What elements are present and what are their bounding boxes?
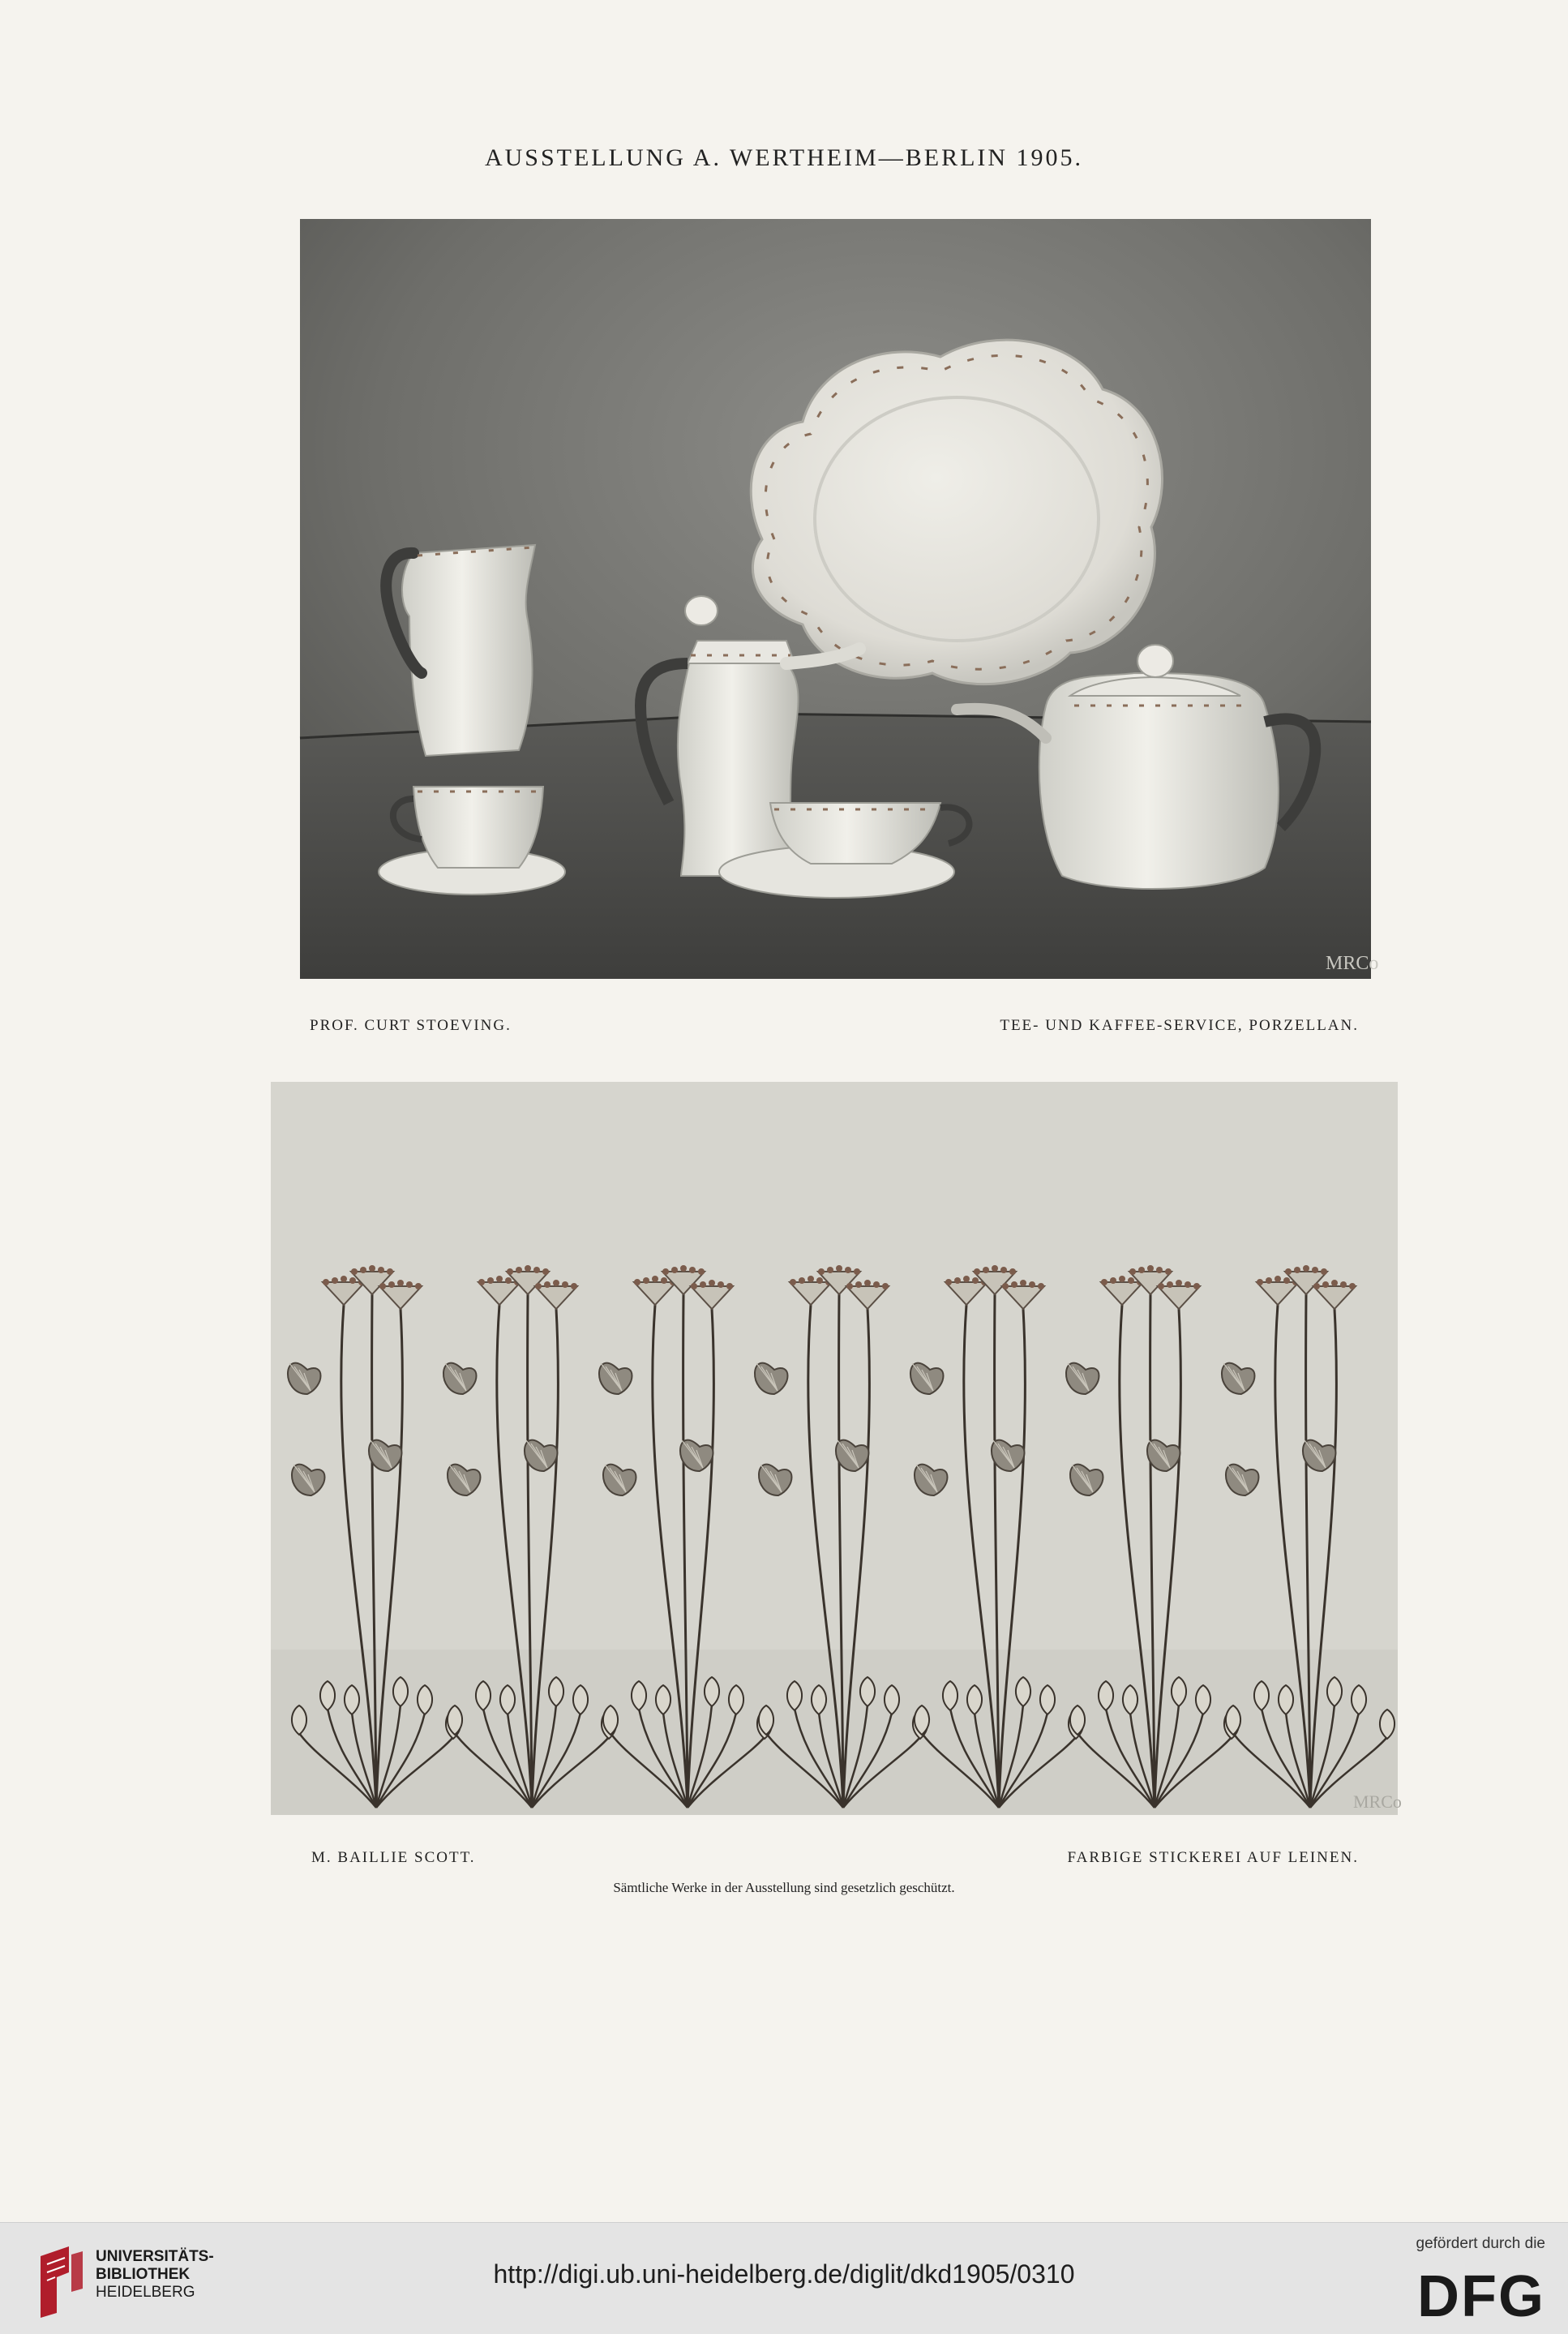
- dfg-logo: DFG: [1417, 2264, 1545, 2329]
- plate-1-artist-caption: PROF. CURT STOEVING.: [310, 1017, 512, 1034]
- plate-2-artist-caption: M. BAILLIE SCOTT.: [311, 1849, 476, 1866]
- engraver-mark: MRCo: [1353, 1791, 1402, 1812]
- photo-plate-embroidery: [271, 1082, 1402, 1815]
- permalink-url[interactable]: http://digi.ub.uni-heidelberg.de/diglit/dkd1905/0310: [493, 2259, 1075, 2289]
- library-name-line-2: BIBLIOTHEK: [96, 2266, 191, 2283]
- library-name-line-1: UNIVERSITÄTS-: [96, 2248, 214, 2265]
- engraver-mark: MRCo: [1326, 953, 1379, 974]
- photo-plate-tea-service: [300, 219, 1379, 979]
- tea-service-photograph: [300, 219, 1379, 979]
- running-head: AUSSTELLUNG A. WERTHEIM—BERLIN 1905.: [484, 144, 1084, 171]
- plate-1-object-caption: TEE- UND KAFFEE-SERVICE, PORZELLAN.: [1000, 1017, 1359, 1034]
- copyright-note: Sämtliche Werke in der Ausstellung sind gesetzlich geschützt.: [613, 1880, 955, 1895]
- library-name-line-3: HEIDELBERG: [96, 2284, 195, 2301]
- embroidery-photograph: [271, 1082, 1402, 1815]
- funder-text: gefördert durch die: [1416, 2235, 1545, 2252]
- plate-2-object-caption: FARBIGE STICKEREI AUF LEINEN.: [1067, 1849, 1359, 1866]
